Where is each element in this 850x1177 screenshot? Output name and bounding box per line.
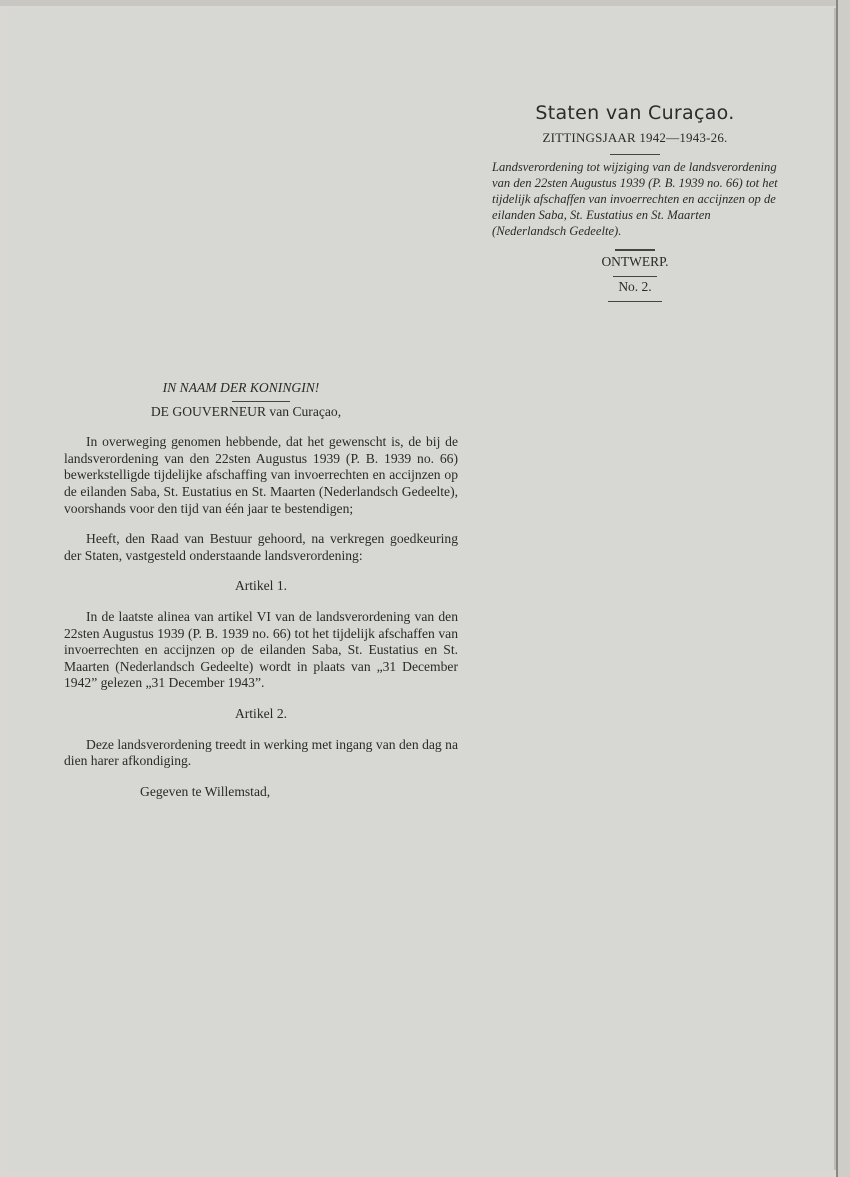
draft-label: ONTWERP. <box>601 254 669 269</box>
session-year: ZITTINGSJAAR 1942—1943-26. <box>542 130 728 145</box>
document-header <box>490 102 780 302</box>
draft-divider <box>613 276 657 277</box>
preamble-considering: In overweging genomen hebbende, dat het gewenscht is, de bij de landsverordening van den 22sten Augustus 1939 (P. B. 1939 no. 66) bewerkstelligde tijdelijke afschaffing van invoerrechten en accijnzen op de eilanden Saba, St. Eustatius en St. Maarten (Nederlandsch Gedeelte), voorshands voor den tijd van één jaar te bestendigen; <box>64 434 458 516</box>
governor-line: DE GOUVERNEUR van Curaçao, <box>150 403 342 419</box>
document-number: No. 2. <box>618 279 652 294</box>
document-title: Staten van Curaçao. <box>535 102 735 124</box>
page-right-edge-line <box>836 0 838 1177</box>
article-2-heading: Artikel 2. <box>234 705 288 721</box>
article-2-text: Deze landsverordening treedt in werking met ingang van den dag na dien harer afkondiging. <box>64 736 458 769</box>
preamble-enacting: Heeft, den Raad van Bestuur gehoord, na verkregen goedkeuring der Staten, vastgesteld onderstaande landsverordening: <box>64 531 458 563</box>
subject-divider <box>615 249 655 251</box>
ordinance-body <box>64 380 458 800</box>
number-divider <box>608 301 662 302</box>
article-1-heading: Artikel 1. <box>234 578 288 594</box>
signoff-place: Gegeven te Willemstad, <box>140 783 271 799</box>
article-1-text: In de laatste alinea van artikel VI van de landsverordening van den 22sten Augustus 1939 (P. B. 1939 no. 66) tot het tijdelijk afschaffen van invoerrechten en accijnzen op de eilanden Saba, St. Eustatius en St. Maarten (Nederlandsch Gedeelte) wordt in plaats van „31 December 1942” gelezen „31 December 1943”. <box>64 608 458 691</box>
page-right-edge <box>836 0 850 1177</box>
ordinance-subject: Landsverordening tot wijziging van de landsverordening van den 22sten Augustus 1939 (P. B. 1939 no. 66) tot het tijdelijk afschaffen van invoerrechten en accijnzen op de eilanden Saba, St. Eustatius en St. Maarten (Nederlandsch Gedeelte). <box>492 160 778 238</box>
invocation: IN NAAM DER KONINGIN! <box>162 380 320 395</box>
invocation-divider <box>232 401 290 402</box>
page-top-edge <box>0 0 850 6</box>
header-divider <box>610 154 660 155</box>
